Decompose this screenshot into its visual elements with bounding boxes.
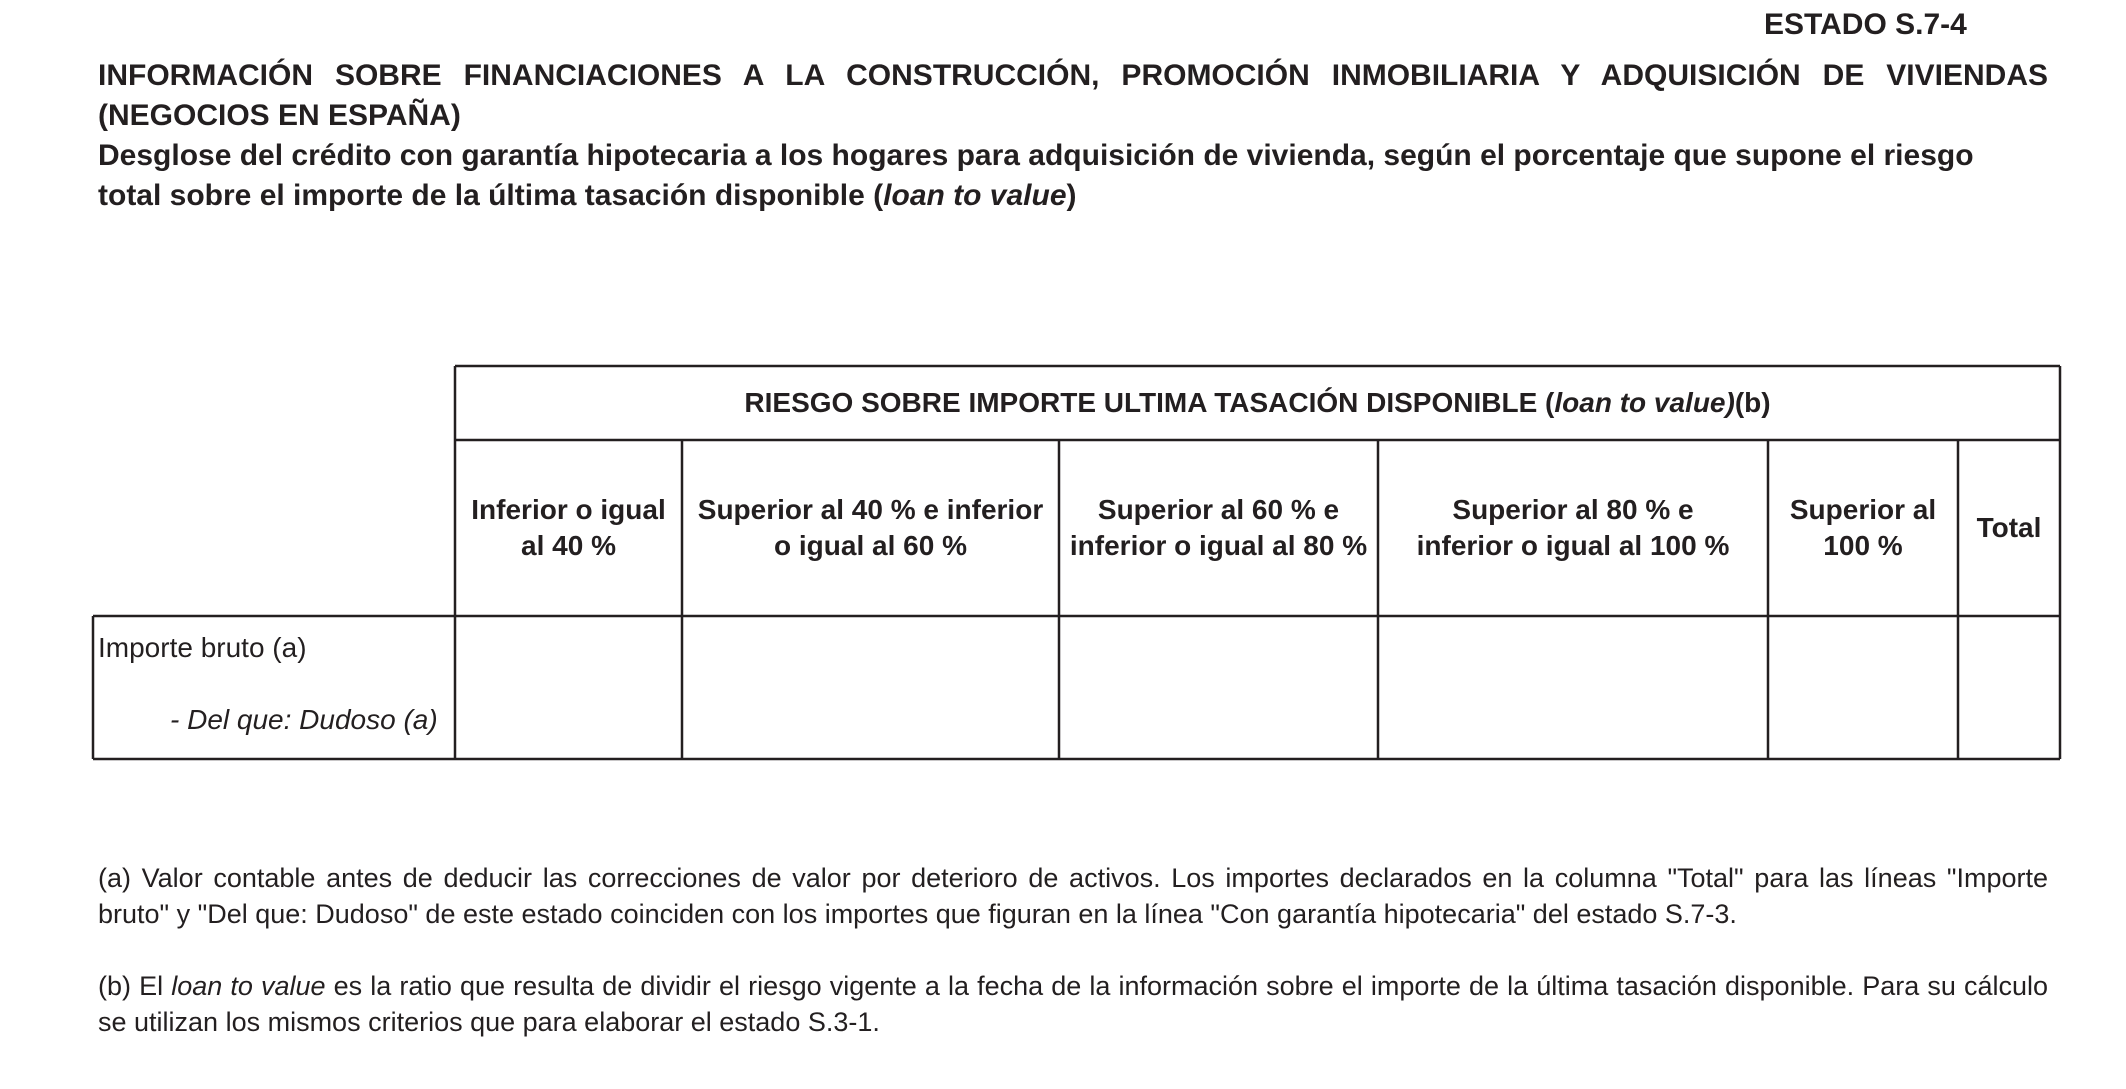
column-header-80-100: Superior al 80 % e inferior o igual al 100 % bbox=[1416, 494, 1730, 561]
subtitle-line-2 bbox=[98, 176, 2048, 216]
footnote-b-prefix: (b) El bbox=[98, 971, 172, 1001]
footnote-b-text: es la ratio que resulta de dividir el riesgo vigente a la fecha de la información sobre el importe de la última tasación disponible. Para su cálculo se utilizan los mismos criterios que para elaborar el estado S.3-1. bbox=[98, 971, 2048, 1037]
subtitle-loan-to-value: loan to value bbox=[883, 179, 1067, 212]
document-title: INFORMACIÓN SOBRE FINANCIACIONES A LA CONSTRUCCIÓN, PROMOCIÓN INMOBILIARIA Y ADQUISICIÓN DE VIVIENDAS (NEGOCIOS EN ESPAÑA) bbox=[98, 59, 2048, 132]
column-header-total: Total bbox=[1976, 512, 2042, 543]
subtitle-line-1: Desglose del crédito con garantía hipotecaria a los hogares para adquisición de vivienda, según el porcentaje que supone el riesgo bbox=[98, 139, 1974, 172]
footnote-b bbox=[98, 968, 2048, 1040]
group-header-prefix: RIESGO SOBRE IMPORTE ULTIMA TASACIÓN DISPONIBLE ( bbox=[744, 387, 1555, 418]
column-header-gt-100: Superior al 100 % bbox=[1789, 494, 1937, 561]
group-header-suffix: (b) bbox=[1734, 387, 1771, 418]
subtitle-line-2-suffix: ) bbox=[1066, 179, 1077, 212]
table-group-header bbox=[455, 366, 2060, 440]
document-subtitle bbox=[98, 136, 2048, 216]
row-label-del-que-dudoso: - Del que: Dudoso (a) bbox=[170, 704, 438, 735]
footnote-b-loan-to-value: loan to value bbox=[171, 971, 326, 1001]
group-header-loan-to-value: loan to value) bbox=[1554, 387, 1735, 418]
column-header-60-80: Superior al 60 % e inferior o igual al 80 % bbox=[1069, 494, 1368, 561]
footnote-a: (a) Valor contable antes de deducir las correcciones de valor por deterioro de activos. Los importes declarados en la columna "Total" para las líneas "Importe bruto" y "Del que: Dudoso" de este estado coinciden con los importes que figuran en la línea "Con garantía hipotecaria" del estado S.7-3. bbox=[98, 863, 2048, 929]
column-header-40-60: Superior al 40 % e inferior o igual al 60 % bbox=[697, 494, 1044, 561]
column-header-le-40: Inferior o igual al 40 % bbox=[471, 494, 666, 561]
form-code: ESTADO S.7-4 bbox=[1764, 8, 1967, 41]
subtitle-line-2-prefix: total sobre el importe de la última tasación disponible ( bbox=[98, 179, 884, 212]
row-label-importe-bruto: Importe bruto (a) bbox=[98, 632, 307, 663]
